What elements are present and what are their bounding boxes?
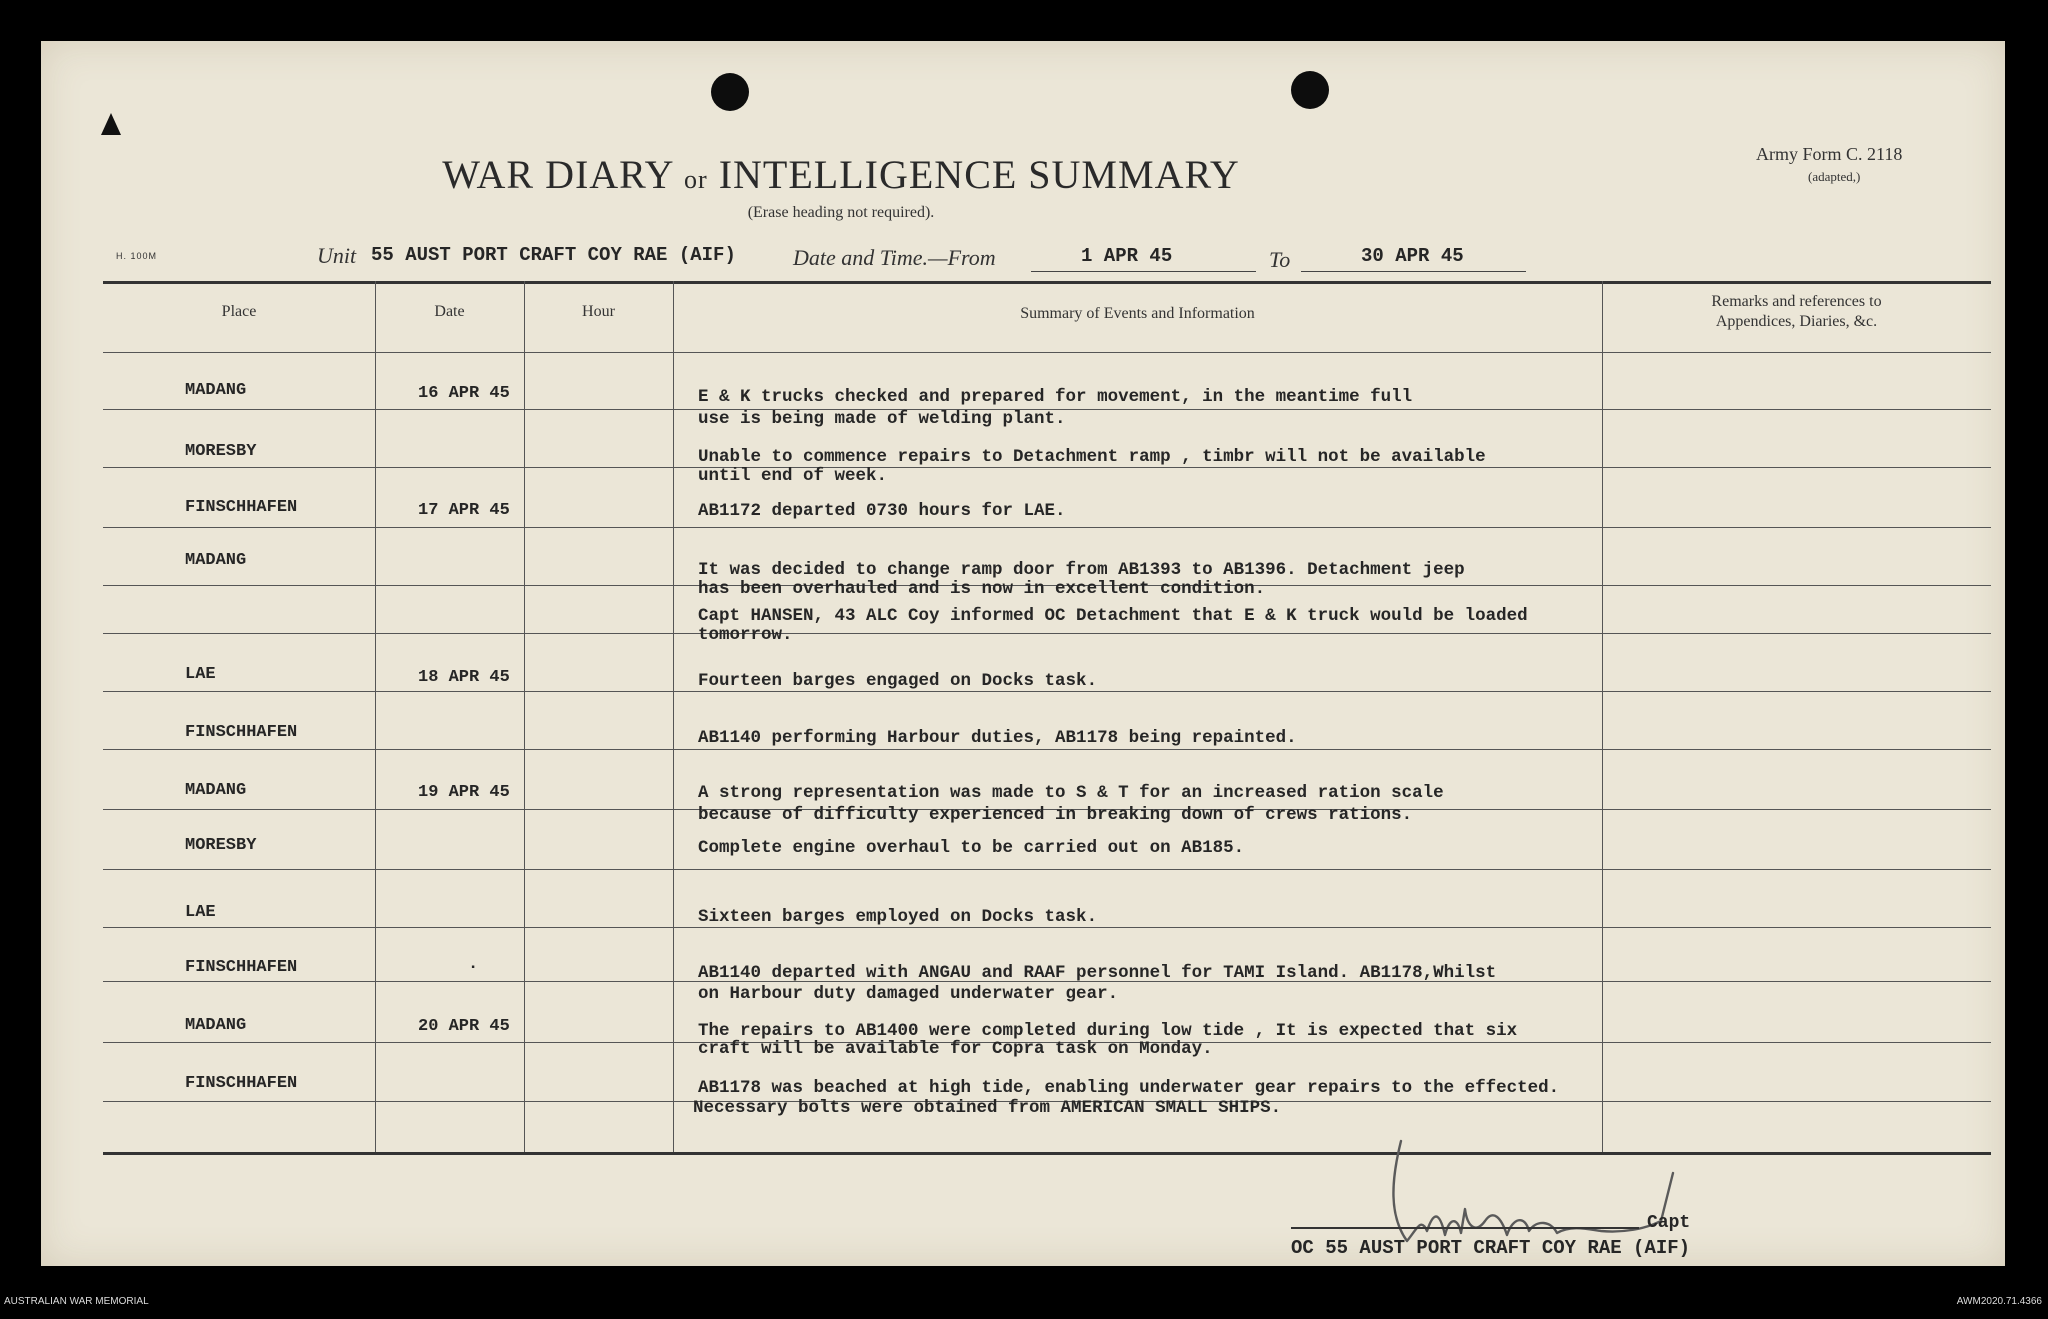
entry-summary-line: E & K trucks checked and prepared for movement, in the meantime full <box>698 387 1413 407</box>
document-page <box>41 41 2005 1266</box>
form-subtitle: (Erase heading not required). <box>747 204 935 221</box>
header-bottom-rule <box>103 352 1991 353</box>
unit-value: 55 AUST PORT CRAFT COY RAE (AIF) <box>371 244 736 266</box>
signature-rank: Capt <box>1647 1213 1691 1233</box>
entry-place: LAE <box>185 665 216 684</box>
entry-date: 20 APR 45 <box>418 1017 510 1036</box>
entry-summary-line: Complete engine overhaul to be carried out on AB185. <box>698 838 1245 858</box>
army-form-number: Army Form C. 2118 <box>1756 144 1903 164</box>
date-to-underline <box>1301 271 1526 272</box>
entry-place: MADANG <box>185 781 247 800</box>
entry-place: FINSCHHAFEN <box>185 1074 298 1093</box>
entry-summary-line: craft will be available for Copra task on Monday. <box>698 1039 1213 1059</box>
entry-date: 19 APR 45 <box>418 783 510 802</box>
column-divider <box>1602 281 1603 1152</box>
entry-place: FINSCHHAFEN <box>185 723 298 742</box>
entry-place: MADANG <box>185 381 247 400</box>
form-code: H. 100M <box>116 251 158 261</box>
entry-summary-line: tomorrow. <box>698 625 793 645</box>
entry-summary-line: until end of week. <box>698 466 888 486</box>
entry-summary-line: It was decided to change ramp door from AB1393 to AB1396. Detachment jeep <box>698 560 1465 580</box>
title-intelligence-summary: INTELLIGENCE SUMMARY <box>718 152 1240 197</box>
archive-credit: AUSTRALIAN WAR MEMORIAL <box>4 1296 149 1307</box>
entry-summary-line: A strong representation was made to S & T for an increased ration scale <box>698 783 1444 803</box>
entry-place: FINSCHHAFEN <box>185 958 298 977</box>
column-header-remarks: Remarks and references to <box>1711 293 1882 310</box>
date-from-value: 1 APR 45 <box>1081 245 1173 267</box>
date-to-label: To <box>1269 247 1291 272</box>
signature-block: OC 55 AUST PORT CRAFT COY RAE (AIF) <box>1291 1237 1691 1259</box>
row-rule <box>103 749 1991 750</box>
entry-summary-line: has been overhauled and is now in excellent condition. <box>698 579 1266 599</box>
column-header-summary: Summary of Events and Information <box>1020 305 1255 322</box>
entry-summary-line: AB1140 performing Harbour duties, AB1178 being repainted. <box>698 728 1297 748</box>
entry-date: . <box>468 955 479 974</box>
punch-hole <box>711 73 749 111</box>
entry-summary-line: AB1178 was beached at high tide, enabling underwater gear repairs to the effected. <box>698 1078 1560 1098</box>
entry-summary-line: AB1172 departed 0730 hours for LAE. <box>698 501 1066 521</box>
entry-summary-line: AB1140 departed with ANGAU and RAAF personnel for TAMI Island. AB1178,Whilst <box>698 963 1497 983</box>
entry-place: FINSCHHAFEN <box>185 498 298 517</box>
entry-date: 16 APR 45 <box>418 384 510 403</box>
entry-summary-line: because of difficulty experienced in breaking down of crews rations. <box>698 805 1413 825</box>
archive-reference: AWM2020.71.4366 <box>1956 1296 2042 1307</box>
entry-summary-line: Fourteen barges engaged on Docks task. <box>698 671 1098 691</box>
title-war-diary: WAR DIARY <box>442 152 674 197</box>
table-top-border <box>103 281 1991 284</box>
row-rule <box>103 927 1991 928</box>
entry-date: 17 APR 45 <box>418 501 510 520</box>
row-rule <box>103 869 1991 870</box>
date-time-label: Date and Time.—From <box>793 245 996 270</box>
column-header-hour: Hour <box>582 303 615 320</box>
signature-line <box>1291 1227 1639 1229</box>
entry-summary-line: on Harbour duty damaged underwater gear. <box>698 984 1119 1004</box>
date-from-underline <box>1031 271 1256 272</box>
entry-summary-line: Capt HANSEN, 43 ALC Coy informed OC Detachment that E & K truck would be loaded <box>698 606 1528 626</box>
column-header-remarks: Appendices, Diaries, &c. <box>1715 313 1878 330</box>
form-title <box>41 151 1641 198</box>
entry-summary-line: Necessary bolts were obtained from AMERICAN SMALL SHIPS. <box>693 1098 1282 1118</box>
row-rule <box>103 467 1991 468</box>
entry-place: MORESBY <box>185 836 257 855</box>
entry-place: MADANG <box>185 1016 247 1035</box>
entry-summary-line: Unable to commence repairs to Detachment ramp , timbr will not be available <box>698 447 1486 467</box>
entry-summary-line: The repairs to AB1400 were completed during low tide , It is expected that six <box>698 1021 1518 1041</box>
unit-label: Unit <box>317 243 357 268</box>
paper-tear <box>101 113 121 135</box>
column-header-date: Date <box>434 303 465 320</box>
column-divider <box>375 281 376 1152</box>
entry-place: MORESBY <box>185 442 257 461</box>
entry-summary-line: Sixteen barges employed on Docks task. <box>698 907 1098 927</box>
title-or: or <box>684 165 708 194</box>
column-header-place: Place <box>221 303 257 320</box>
punch-hole <box>1291 71 1329 109</box>
row-rule <box>103 633 1991 634</box>
row-rule <box>103 691 1991 692</box>
row-rule <box>103 527 1991 528</box>
column-divider <box>673 281 674 1152</box>
entry-date: 18 APR 45 <box>418 668 510 687</box>
column-divider <box>524 281 525 1152</box>
date-to-value: 30 APR 45 <box>1361 245 1464 267</box>
entry-place: LAE <box>185 903 216 922</box>
entry-place: MADANG <box>185 551 247 570</box>
army-form-adapted: (adapted,) <box>1808 169 1861 184</box>
entry-summary-line: use is being made of welding plant. <box>698 409 1066 429</box>
